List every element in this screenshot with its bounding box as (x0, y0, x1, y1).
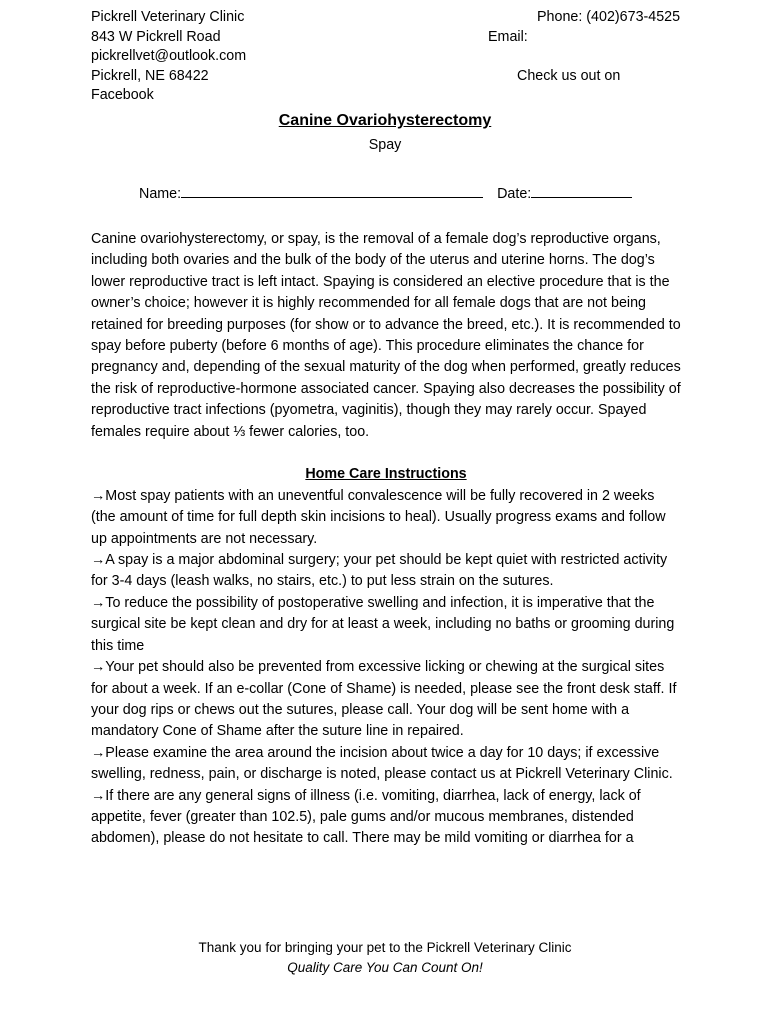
intro-paragraph: Canine ovariohysterectomy, or spay, is the removal of a female dog’s reproductive organs, including both ovaries and the bulk of the body of the uterus and uterine horns. The dog’s lower reproductive tract is left intact. Spaying is considered an elective procedure that is the owner’s choice; however it is highly recommended for all female dogs that are not being retained for breeding purposes (for show or to advance the breed, etc.). It is recommended to spay before puberty (before 6 months of age). This procedure eliminates the chance for pregnancy and, depending of the sexual maturity of the dog when performed, greatly reduces the risk of reproductive-hormone associated cancer. Spaying also decreases the possibility of reproductive tract infections (pyometra, vaginitis), though they may rarely occur. Spayed females require about ⅓ fewer calories, too. (91, 231, 681, 440)
name-date-fields (139, 183, 632, 202)
social-text: Check us out on (517, 67, 621, 84)
header-row-3 (91, 47, 691, 67)
clinic-phone: Phone: (402)673-4525 (537, 9, 681, 25)
document-subtitle: Spay (368, 137, 402, 153)
name-label: Name: (139, 186, 182, 202)
date-blank-line[interactable] (531, 183, 632, 198)
clinic-city: Pickrell, NE 68422 (91, 67, 209, 84)
footer-thanks: Thank you for bringing your pet to the Pickrell Veterinary Clinic (198, 940, 572, 955)
date-label: Date: (497, 186, 532, 202)
instruction-item: →If there are any general signs of illness (i.e. vomiting, diarrhea, lack of energy, lack of appetite, fever (greater than 102.5), pale gums and/or mucous membranes, distended abdomen), please do not hesitate to call. There may be mild vomiting or diarrhea for a (91, 787, 641, 847)
clinic-email[interactable]: pickrellvet@outlook.com (91, 48, 247, 64)
footer-tagline: Quality Care You Can Count On! (287, 960, 483, 975)
header-row-5 (91, 86, 691, 106)
document-title: Canine Ovariohysterectomy (278, 112, 492, 129)
header-row-1 (91, 8, 691, 28)
page-footer (0, 938, 770, 978)
name-blank-line[interactable] (181, 183, 483, 198)
instruction-item: →Your pet should also be prevented from excessive licking or chewing at the surgical sites for about a week. If an e-collar (Cone of Shame) is needed, please see the front desk staff. If your dog rips or chews out the sutures, please call. Your dog will be sent home with a mandatory Cone of Shame after the suture line in repaired. (91, 659, 677, 740)
instruction-item: →A spay is a major abdominal surgery; your pet should be kept quiet with restricted activity for 3-4 days (leash walks, no stairs, etc.) to put less strain on the sutures. (91, 552, 668, 590)
clinic-address: 843 W Pickrell Road (91, 28, 221, 45)
header-row-2 (91, 28, 691, 48)
header-row-4 (91, 67, 691, 87)
home-care-heading: Home Care Instructions (305, 466, 467, 483)
document-body (91, 229, 681, 850)
instruction-item: →To reduce the possibility of postoperative swelling and infection, it is imperative that the surgical site be kept clean and dry for at least a week, including no baths or grooming during this time (91, 594, 675, 654)
instruction-item: →Most spay patients with an uneventful convalescence will be fully recovered in 2 weeks (the amount of time for full depth skin incisions to heal). Usually progress exams and follow up appointments are not necessary. (91, 487, 666, 547)
clinic-name: Pickrell Veterinary Clinic (91, 9, 245, 25)
instruction-item: →Please examine the area around the incision about twice a day for 10 days; if excessive swelling, redness, pain, or discharge is noted, please contact us at Pickrell Veterinary Clinic. (91, 744, 673, 783)
clinic-header (91, 8, 691, 106)
email-label: Email: (488, 28, 528, 45)
social-platform: Facebook (91, 87, 154, 103)
